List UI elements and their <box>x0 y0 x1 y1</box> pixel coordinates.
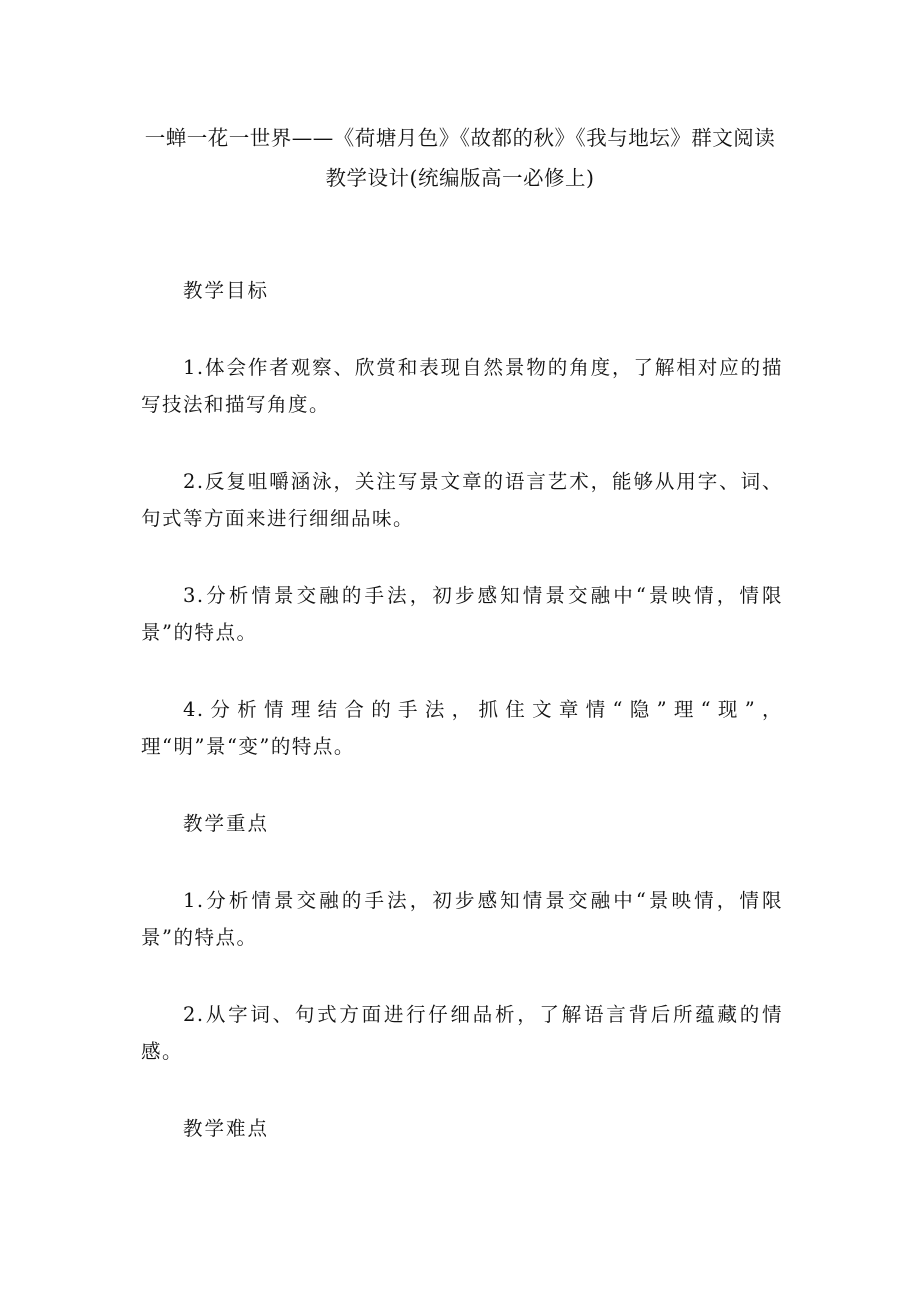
title-line-1: 一蝉一花一世界——《荷塘月色》《故都的秋》《我与地坛》群文阅读 <box>144 126 776 150</box>
key-point-item: 1.分析情景交融的手法，初步感知情景交融中“景映情，情限景”的特点。 <box>141 889 783 949</box>
section-heading-difficult-points: 教学难点 <box>183 1117 270 1140</box>
goal-item: 4.分析情理结合的手法，抓住文章情“隐”理“现”，理“明”景“变”的特点。 <box>141 698 783 758</box>
document-title <box>0 118 920 198</box>
section-heading-key-points: 教学重点 <box>183 812 270 835</box>
section-heading-goals: 教学目标 <box>183 279 270 302</box>
key-point-item: 2.从字词、句式方面进行仔细品析，了解语言背后所蕴藏的情感。 <box>141 1003 783 1063</box>
goal-item: 2.反复咀嚼涵泳，关注写景文章的语言艺术，能够从用字、词、句式等方面来进行细细品味。 <box>141 470 783 530</box>
document-body <box>141 272 783 1147</box>
goal-item: 3.分析情景交融的手法，初步感知情景交融中“景映情，情限景”的特点。 <box>141 584 783 644</box>
title-line-2: 教学设计(统编版高一必修上) <box>325 166 595 190</box>
goal-item: 1.体会作者观察、欣赏和表现自然景物的角度，了解相对应的描写技法和描写角度。 <box>141 356 783 416</box>
